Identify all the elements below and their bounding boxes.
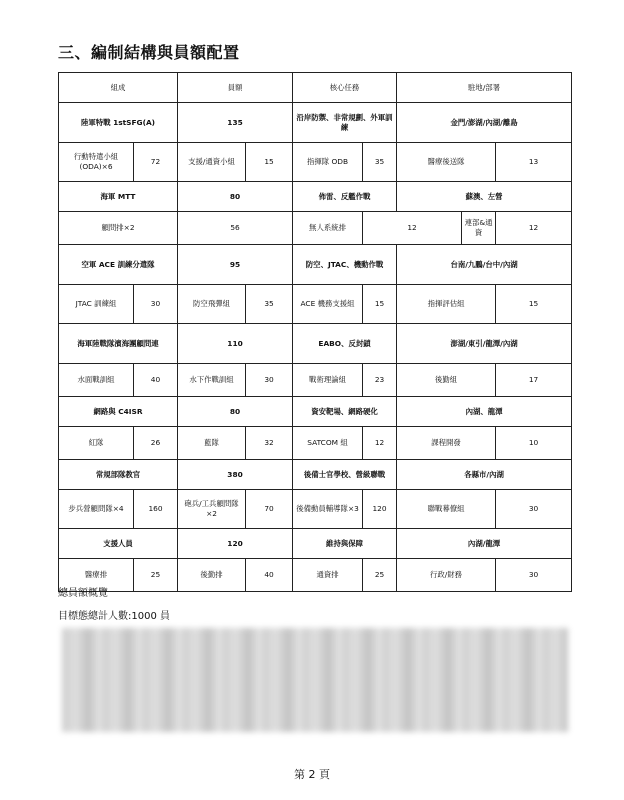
unit-name: 海軍 MTT xyxy=(59,182,178,212)
staffing-table xyxy=(58,72,572,592)
unit-mission: EABO、反封鎖 xyxy=(293,324,397,364)
subunit-count: 12 xyxy=(496,212,572,245)
table-header-row xyxy=(59,73,572,103)
subunit-name: 通資排 xyxy=(293,559,363,592)
table-row xyxy=(59,245,572,285)
unit-name: 空軍 ACE 訓練分遣隊 xyxy=(59,245,178,285)
subunit-name: 行動特遣小組 (ODA)×6 xyxy=(59,143,134,182)
subunit-count: 25 xyxy=(134,559,178,592)
table-row xyxy=(59,460,572,490)
table-row xyxy=(59,490,572,529)
target-total: 目標態總計人數:1000 員 xyxy=(58,611,170,622)
header-composition: 組成 xyxy=(59,73,178,103)
subunit-name: 指揮評估組 xyxy=(397,285,496,324)
subunit-count: 23 xyxy=(363,364,397,397)
subunit-name: 行政/財務 xyxy=(397,559,496,592)
subunit-count: 30 xyxy=(134,285,178,324)
subunit-count: 30 xyxy=(496,559,572,592)
subunit-count: 15 xyxy=(496,285,572,324)
subunit-count: 35 xyxy=(363,143,397,182)
unit-location: 內湖/龍潭 xyxy=(397,529,572,559)
unit-name: 網路與 C4ISR xyxy=(59,397,178,427)
table-row xyxy=(59,103,572,143)
subunit-count: 35 xyxy=(246,285,293,324)
unit-mission: 沿岸防禦、非常規劃、外軍訓練 xyxy=(293,103,397,143)
unit-name: 支援人員 xyxy=(59,529,178,559)
subunit-count: 10 xyxy=(496,427,572,460)
header-headcount: 員額 xyxy=(178,73,293,103)
subunit-name: 指揮隊 ODB xyxy=(293,143,363,182)
subunit-name: 支援/通資小組 xyxy=(178,143,246,182)
unit-headcount: 135 xyxy=(178,103,293,143)
unit-mission: 維持與保障 xyxy=(293,529,397,559)
subunit-count: 17 xyxy=(496,364,572,397)
subunit-name: 聯戰幕僚組 xyxy=(397,490,496,529)
subunit-name: 水面戰訓組 xyxy=(59,364,134,397)
subunit-name: SATCOM 組 xyxy=(293,427,363,460)
subunit-name: 藍隊 xyxy=(178,427,246,460)
unit-location: 金門/澎湖/內湖/離島 xyxy=(397,103,572,143)
table-row xyxy=(59,143,572,182)
unit-name: 海軍陸戰隊濱海團顧問連 xyxy=(59,324,178,364)
subunit-name: 步兵營顧問隊×4 xyxy=(59,490,134,529)
subunit-count: 40 xyxy=(134,364,178,397)
table-row xyxy=(59,324,572,364)
unit-location: 蘇澳、左營 xyxy=(397,182,572,212)
unit-mission: 佈雷、反艦作戰 xyxy=(293,182,397,212)
table-row xyxy=(59,427,572,460)
subunit-count: 15 xyxy=(363,285,397,324)
table-row xyxy=(59,364,572,397)
subunit-count: 32 xyxy=(246,427,293,460)
unit-mission: 資安靶場、網路硬化 xyxy=(293,397,397,427)
subunit-count: 26 xyxy=(134,427,178,460)
redacted-text-block xyxy=(62,628,568,732)
subunit-count: 25 xyxy=(363,559,397,592)
table-row xyxy=(59,559,572,592)
header-station: 駐地/部署 xyxy=(397,73,572,103)
subunit-name: JTAC 訓練組 xyxy=(59,285,134,324)
unit-headcount: 80 xyxy=(178,397,293,427)
unit-mission: 防空、JTAC、機動作戰 xyxy=(293,245,397,285)
unit-name: 陸軍特戰 1stSFG(A) xyxy=(59,103,178,143)
subunit-name: 醫療排 xyxy=(59,559,134,592)
unit-location: 台南/九鵬/台中/內湖 xyxy=(397,245,572,285)
table-row xyxy=(59,212,572,245)
unit-mission: 後備士官學校、營級聯戰 xyxy=(293,460,397,490)
table-row xyxy=(59,182,572,212)
unit-headcount: 80 xyxy=(178,182,293,212)
section-title: 三、編制結構與員額配置 xyxy=(58,43,240,62)
subunit-count: 56 xyxy=(178,212,293,245)
subunit-name: 後備動員輔導隊×3 xyxy=(293,490,363,529)
subunit-count: 12 xyxy=(363,427,397,460)
subunit-name: 後勤排 xyxy=(178,559,246,592)
unit-name: 常規部隊教官 xyxy=(59,460,178,490)
unit-headcount: 110 xyxy=(178,324,293,364)
subunit-name: 紅隊 xyxy=(59,427,134,460)
subunit-name: 防空飛彈組 xyxy=(178,285,246,324)
subunit-name: ACE 機務支援組 xyxy=(293,285,363,324)
subunit-count: 30 xyxy=(496,490,572,529)
unit-headcount: 380 xyxy=(178,460,293,490)
subunit-name: 課程開發 xyxy=(397,427,496,460)
subunit-count: 72 xyxy=(134,143,178,182)
table-row xyxy=(59,529,572,559)
subunit-name: 醫療後送隊 xyxy=(397,143,496,182)
summary-label: 總員額概覽 xyxy=(58,588,108,599)
unit-headcount: 95 xyxy=(178,245,293,285)
header-core-mission: 核心任務 xyxy=(293,73,397,103)
subunit-name: 砲兵/工兵顧問隊×2 xyxy=(178,490,246,529)
subunit-count: 15 xyxy=(246,143,293,182)
unit-headcount: 120 xyxy=(178,529,293,559)
subunit-name: 後勤組 xyxy=(397,364,496,397)
subunit-name: 戰術理論組 xyxy=(293,364,363,397)
table-row xyxy=(59,285,572,324)
subunit-count: 13 xyxy=(496,143,572,182)
subunit-name: 連部&通資 xyxy=(462,212,496,245)
subunit-count: 70 xyxy=(246,490,293,529)
subunit-count: 120 xyxy=(363,490,397,529)
unit-location: 內湖、龍潭 xyxy=(397,397,572,427)
subunit-count: 12 xyxy=(363,212,462,245)
table-row xyxy=(59,397,572,427)
page-number: 第 2 頁 xyxy=(294,768,330,781)
subunit-name: 無人系統排 xyxy=(293,212,363,245)
subunit-count: 30 xyxy=(246,364,293,397)
subunit-count: 160 xyxy=(134,490,178,529)
unit-location: 各縣市/內湖 xyxy=(397,460,572,490)
subunit-count: 40 xyxy=(246,559,293,592)
unit-location: 澎湖/東引/龍潭/內湖 xyxy=(397,324,572,364)
subunit-name: 水下作戰訓組 xyxy=(178,364,246,397)
subunit-name: 顧問排×2 xyxy=(59,212,178,245)
